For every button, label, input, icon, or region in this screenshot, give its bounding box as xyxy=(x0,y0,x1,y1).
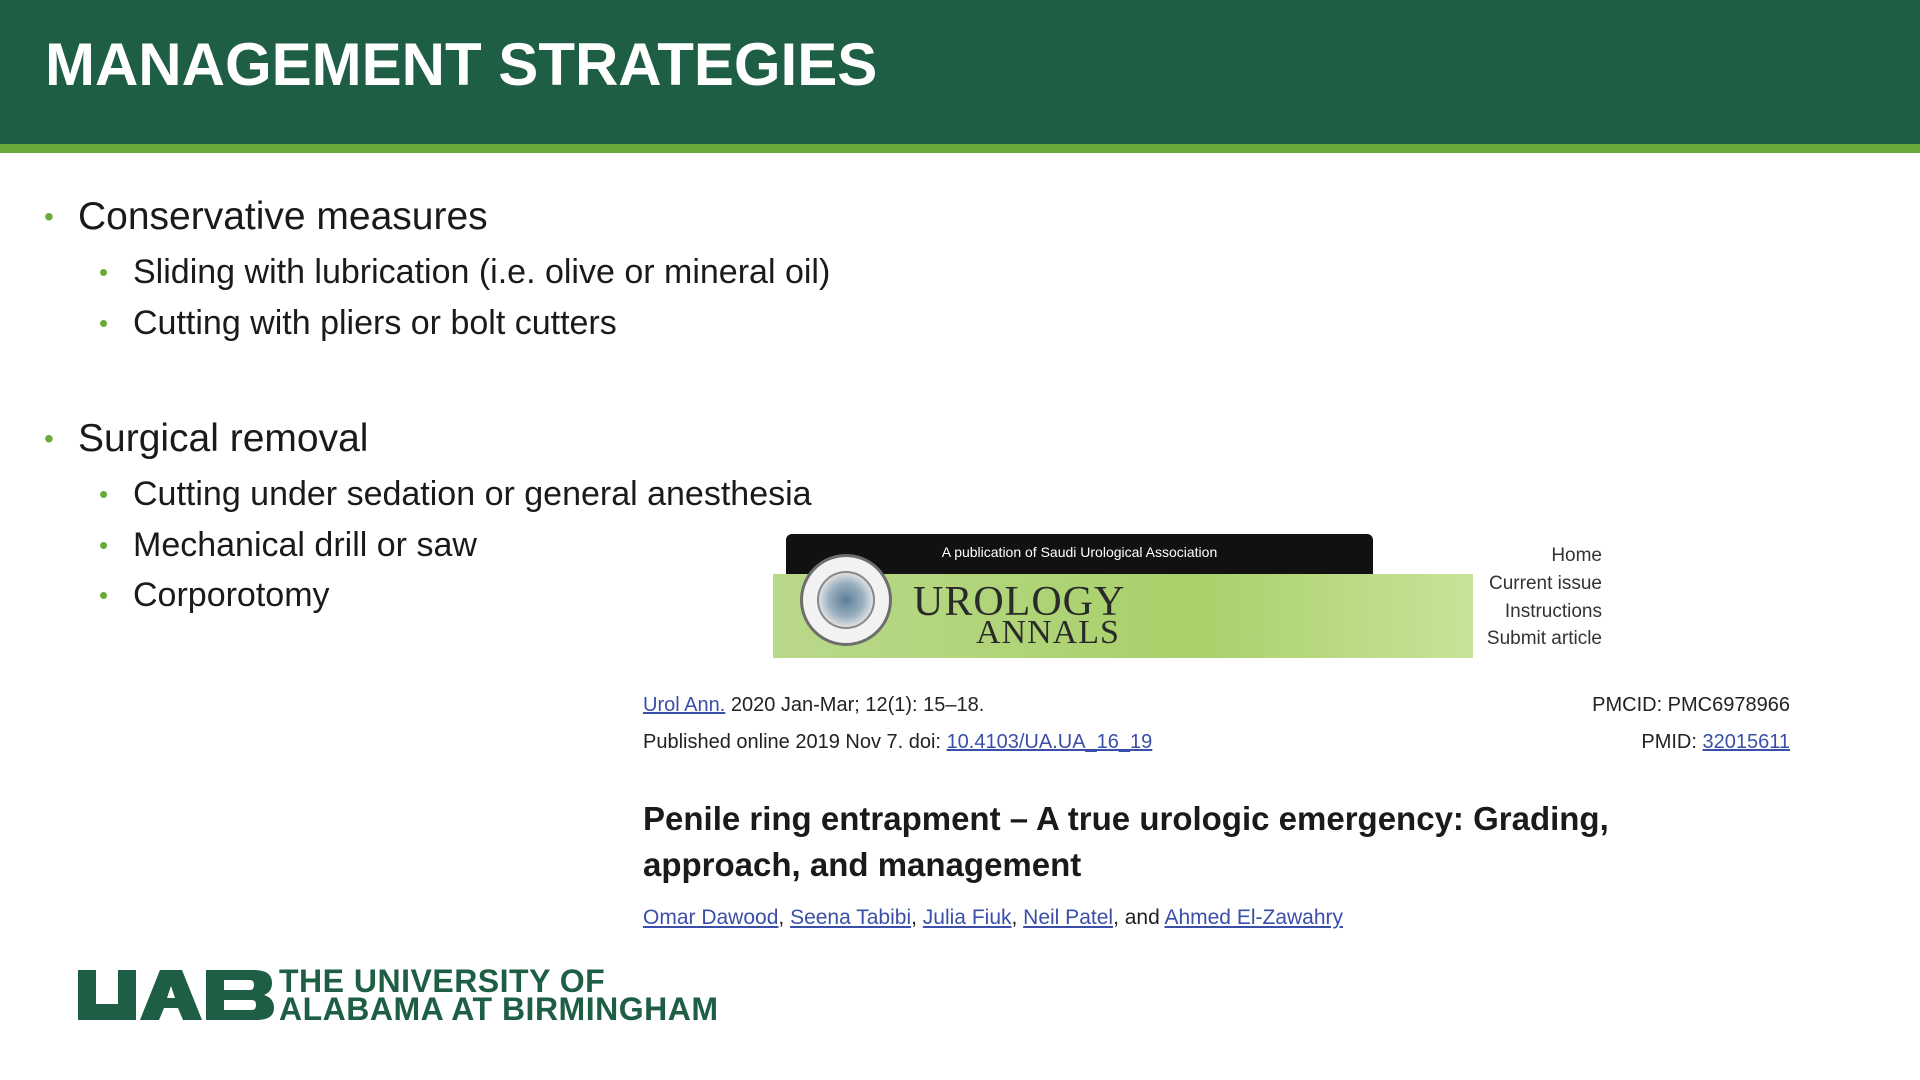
journal-nav-instructions[interactable]: Instructions xyxy=(1504,601,1602,622)
published-prefix: Published online 2019 Nov 7. doi: xyxy=(643,731,941,753)
author-link[interactable]: Ahmed El-Zawahry xyxy=(1164,906,1344,929)
sub-bullet-label: Cutting under sedation or general anesthesia xyxy=(133,475,812,513)
slide-title: MANAGEMENT STRATEGIES xyxy=(45,31,878,98)
bullet-dot-icon: • xyxy=(99,257,109,287)
journal-publisher: A publication of Saudi Urological Association xyxy=(941,544,1218,560)
bullet-dot-icon: • xyxy=(44,201,54,232)
pmid-label: PMID: xyxy=(1641,731,1697,753)
university-name-line2: ALABAMA AT BIRMINGHAM xyxy=(279,991,719,1027)
citation-line xyxy=(643,694,984,717)
author-link[interactable]: Seena Tabibi xyxy=(790,906,912,929)
journal-nav-home[interactable]: Home xyxy=(1551,545,1602,566)
bullet-label: Conservative measures xyxy=(78,195,488,238)
journal-name: UROLOGY xyxy=(913,579,1126,625)
bullet-dot-icon: • xyxy=(44,423,54,454)
sub-bullet xyxy=(99,475,812,514)
pmid-line xyxy=(1641,731,1790,754)
sub-bullet-label: Corporotomy xyxy=(133,576,330,614)
author-link[interactable]: Neil Patel xyxy=(1023,906,1114,929)
bullet-dot-icon: • xyxy=(99,530,109,560)
sub-bullet xyxy=(99,253,830,292)
bullet-surgical xyxy=(44,417,368,461)
journal-nav-current-issue[interactable]: Current issue xyxy=(1489,573,1602,594)
title-bar-stripe xyxy=(0,144,1920,153)
bullet-dot-icon: • xyxy=(99,580,109,610)
sub-bullet-label: Mechanical drill or saw xyxy=(133,526,477,564)
bullet-dot-icon: • xyxy=(99,479,109,509)
sub-bullet-label: Sliding with lubrication (i.e. olive or mineral oil) xyxy=(133,253,831,291)
journal-nav-submit[interactable]: Submit article xyxy=(1486,628,1602,649)
bullet-dot-icon: • xyxy=(99,308,109,338)
author-link[interactable]: Omar Dawood xyxy=(643,906,779,929)
journal-name-sub: ANNALS xyxy=(976,614,1120,651)
bullet-conservative xyxy=(44,195,488,239)
sub-bullet xyxy=(99,576,330,615)
university-name-line1: THE UNIVERSITY OF xyxy=(279,963,606,999)
pmcid: PMCID: PMC6978966 xyxy=(1592,694,1790,716)
bullet-label: Surgical removal xyxy=(78,417,369,460)
author-link[interactable]: Julia Fiuk xyxy=(922,906,1012,929)
published-line xyxy=(643,731,1152,754)
uab-logo-icon xyxy=(78,970,274,1020)
association-seal-icon xyxy=(800,554,892,646)
doi-link[interactable]: 10.4103/UA.UA_16_19 xyxy=(946,731,1153,753)
author-list: Omar Dawood, Seena Tabibi, Julia Fiuk, Neil Patel, and Ahmed El-Zawahry xyxy=(643,906,1344,929)
citation-issue: 2020 Jan-Mar; 12(1): 15–18. xyxy=(730,694,985,716)
sub-bullet xyxy=(99,304,617,343)
pmid-link[interactable]: 32015611 xyxy=(1702,731,1790,753)
sub-bullet-label: Cutting with pliers or bolt cutters xyxy=(133,304,617,342)
article-title-line: approach, and management xyxy=(643,846,1082,883)
article-title-line: Penile ring entrapment – A true urologic emergency: Grading, xyxy=(643,800,1609,837)
article-title xyxy=(643,796,1743,888)
sub-bullet xyxy=(99,526,477,565)
journal-link[interactable]: Urol Ann. xyxy=(643,694,726,716)
